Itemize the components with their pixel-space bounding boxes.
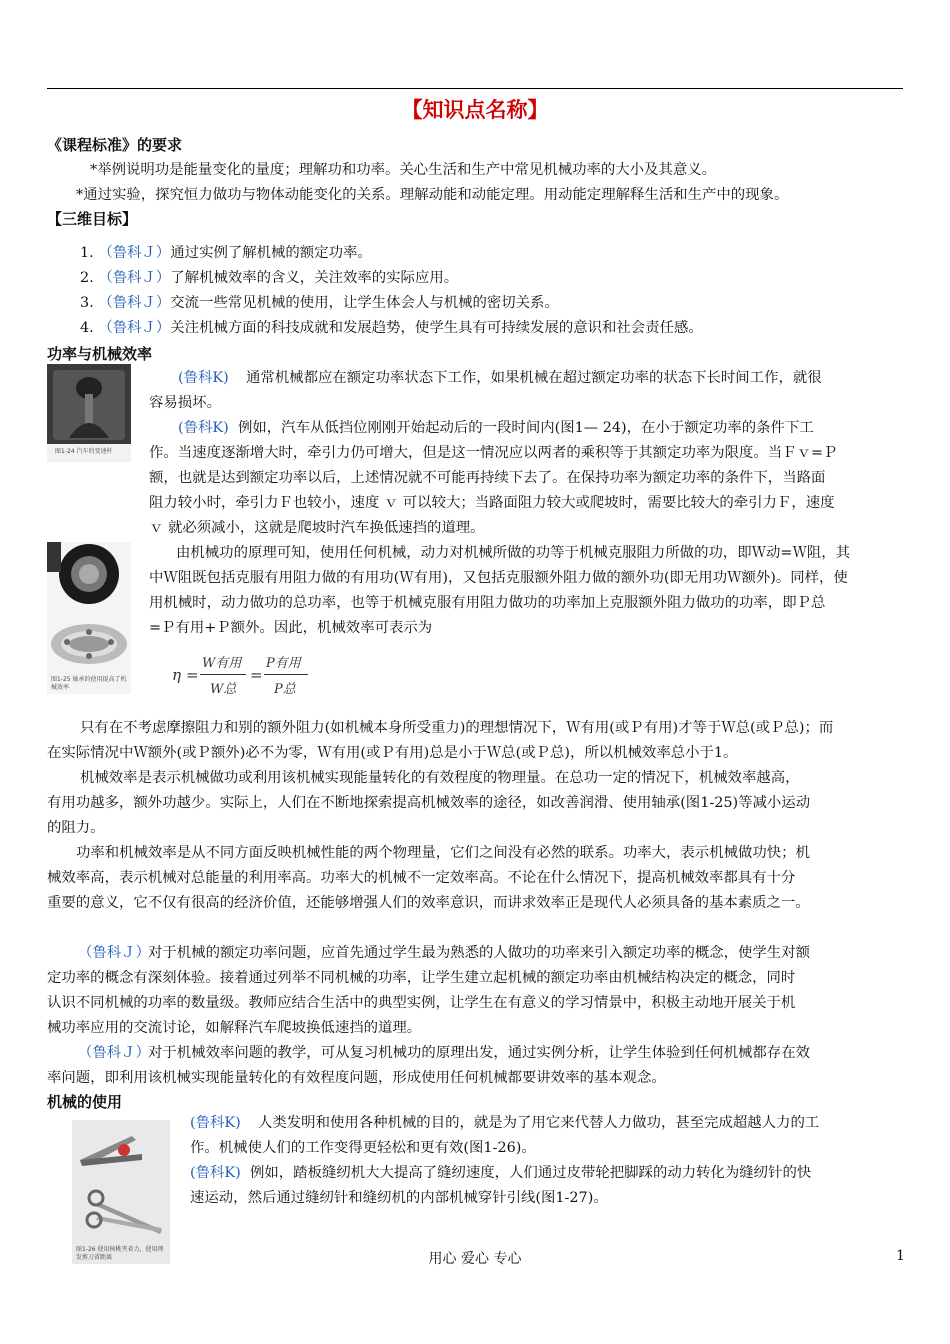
goal-item-2 — [80, 266, 458, 292]
section-heading-power: 功率与机械效率 — [47, 345, 153, 363]
goals-heading: 【三维目标】 — [47, 210, 138, 228]
goal-text: 交流一些常见机械的使用，让学生体会人与机械的密切关系。 — [170, 295, 559, 311]
s1-p5-line-2: 有用功越多，额外功越少。实际上，人们在不断地探索提高机械效率的途径，如改善润滑、使用轴承(图1-25)等减小运动 — [47, 795, 811, 811]
s1-p3-line-2: 中Ｗ阻既包括克服有用阻力做的有用功(Ｗ有用)，又包括克服额外阻力做的额外功(即无用功Ｗ额外)。同样，使 — [149, 570, 848, 586]
nutcracker-scissors-figure — [72, 1120, 170, 1264]
s1-p6-line-3: 重要的意义，它不仅有很高的经济价值，还能够增强人们的效率意识，而讲求效率正是现代人必须具备的基本素质之一。 — [47, 895, 810, 911]
s1-p2-line-2: 作。当速度逐渐增大时，牵引力仍可增大，但是这一情况应以两者的乘积等于其额定功率为限度。当Ｆｖ=Ｐ — [149, 445, 838, 461]
w-total: W总 — [210, 682, 237, 697]
goal-tag: （鲁科Ｊ） — [98, 295, 171, 311]
s2-p1-tag: (鲁科K) — [190, 1115, 241, 1131]
s1-p8-line-1: 对于机械效率问题的教学，可从复习机械功的原理出发，通过实例分析，让学生体验到任何机械都存在效 — [148, 1045, 810, 1061]
s1-p7-tag: （鲁科Ｊ） — [78, 945, 150, 961]
page-number: 1 — [896, 1248, 905, 1264]
s1-p5-line-3: 的阻力。 — [47, 820, 105, 836]
gear-stick-figure — [47, 364, 131, 462]
s1-p7-line-4: 械功率应用的交流讨论，如解释汽车爬坡换低速挡的道理。 — [47, 1020, 422, 1036]
goal-item-1 — [80, 241, 372, 267]
page-title: 【知识点名称】 — [401, 98, 549, 122]
s2-p1-line-1: 人类发明和使用各种机械的目的，就是为了用它来代替人力做功，甚至完成超越人力的工 — [258, 1115, 820, 1131]
goal-text: 了解机械效率的含义，关注效率的实际应用。 — [170, 270, 459, 286]
curriculum-line-1: *举例说明功是能量变化的量度；理解功和功率。关心生活和生产中常见机械功率的大小及其意义。 — [90, 162, 716, 178]
s1-p2-line-3: 额，也就是达到额定功率以后，上述情况就不可能再持续下去了。在保持功率为额定功率的条件下，当路面 — [149, 470, 826, 486]
section-heading-machine-use: 机械的使用 — [47, 1093, 123, 1111]
s1-p8-tag: （鲁科Ｊ） — [78, 1045, 150, 1061]
s1-p2-line-1: 例如，汽车从低挡位刚刚开始起动后的一段时间内(图1— 24)，在小于额定功率的条件下工 — [238, 420, 814, 436]
goal-tag: （鲁科Ｊ） — [98, 245, 171, 261]
s1-p3-line-3: 用机械时，动力做功的总功率，也等于机械克服有用阻力做功的功率加上克服额外阻力做功的功率，即Ｐ总 — [149, 595, 826, 611]
efficiency-formula: η = W有用 W总 = P有用 P总 — [172, 652, 312, 702]
fig-1-26-caption: 图1-26 使用核桃夹省力，使用理发剪刀省距离 — [76, 1246, 164, 1261]
s1-p1-tag: (鲁科K) — [178, 370, 229, 386]
s1-p1-line-2: 容易损坏。 — [149, 395, 221, 411]
top-rule — [47, 88, 903, 89]
goal-tag: （鲁科Ｊ） — [98, 270, 171, 286]
footer-motto: 用心 爱心 专心 — [428, 1251, 522, 1267]
s1-p1-line-1: 通常机械都应在额定功率状态下工作，如果机械在超过额定功率的状态下长时间工作，就很 — [246, 370, 822, 386]
p-useful: P有用 — [266, 656, 301, 671]
s2-p1-line-2: 作。机械使人们的工作变得更轻松和更有效(图1-26)。 — [190, 1140, 536, 1156]
w-useful: W有用 — [202, 656, 242, 671]
goal-tag: （鲁科Ｊ） — [98, 320, 171, 336]
goal-num: 3. — [80, 295, 94, 311]
s1-p4-line-2: 在实际情况中Ｗ额外(或Ｐ额外)必不为零，Ｗ有用(或Ｐ有用)总是小于Ｗ总(或Ｐ总)，所以机械效率总小于1。 — [47, 745, 738, 761]
bearing-image — [47, 542, 131, 672]
goal-item-3 — [80, 291, 559, 317]
goal-text: 关注机械方面的科技成就和发展趋势，使学生具有可持续发展的意识和社会责任感。 — [170, 320, 703, 336]
s1-p7-line-1: 对于机械的额定功率问题，应首先通过学生最为熟悉的人做功的功率来引入额定功率的概念，使学生对额 — [148, 945, 810, 961]
s1-p2-line-5: ｖ 就必须减小，这就是爬坡时汽车换低速挡的道理。 — [149, 520, 485, 536]
s2-p2-tag: (鲁科K) — [190, 1165, 241, 1181]
s1-p3-line-4: =Ｐ有用+Ｐ额外。因此，机械效率可表示为 — [149, 620, 433, 636]
s1-p8-line-2: 率问题，即利用该机械实现能量转化的有效程度问题，形成使用任何机械都要讲效率的基本观念。 — [47, 1070, 666, 1086]
p-total: P总 — [274, 682, 296, 697]
fig-1-24-caption: 图1-24 汽车的变速杆 — [55, 448, 113, 455]
s1-p7-line-2: 定功率的概念有深刻体验。接着通过列举不同机械的功率，让学生建立起机械的额定功率由机械结构决定的概念，同时 — [47, 970, 796, 986]
s1-p6-line-2: 械效率高，表示机械对总能量的利用率高。功率大的机械不一定效率高。不论在什么情况下，提高机械效率都具有十分 — [47, 870, 796, 886]
goal-num: 4. — [80, 320, 94, 336]
goal-text: 通过实例了解机械的额定功率。 — [170, 245, 372, 261]
bearing-figure — [47, 542, 131, 694]
s2-p2-line-1: 例如，踏板缝纫机大大提高了缝纫速度，人们通过皮带轮把脚踩的动力转化为缝纫针的快 — [250, 1165, 812, 1181]
curriculum-line-2: *通过实验，探究恒力做功与物体动能变化的关系。理解动能和动能定理。用动能定理解释生活和生产中的现象。 — [76, 187, 789, 203]
eta-symbol: η — [172, 666, 181, 684]
s1-p2-line-4: 阻力较小时，牵引力Ｆ也较小，速度 ｖ 可以较大；当路面阻力较大或爬坡时，需要比较大的牵引力Ｆ，速度 — [149, 495, 835, 511]
curriculum-heading: 《课程标准》的要求 — [47, 136, 183, 154]
s1-p6-line-1: 功率和机械效率是从不同方面反映机械性能的两个物理量，它们之间没有必然的联系。功率大，表示机械做功快；机 — [76, 845, 810, 861]
s1-p5-line-1: 机械效率是表示机械做功或利用该机械实现能量转化的有效程度的物理量。在总功一定的情况下，机械效率越高， — [80, 770, 800, 786]
s1-p7-line-3: 认识不同机械的功率的数量级。教师应结合生活中的典型实例，让学生在有意义的学习情景中，积极主动地开展关于机 — [47, 995, 796, 1011]
s1-p3-line-1: 由机械功的原理可知，使用任何机械，动力对机械所做的功等于机械克服阻力所做的功，即Ｗ动=Ｗ阻，其 — [176, 545, 851, 561]
goal-num: 1. — [80, 245, 94, 261]
goal-num: 2. — [80, 270, 94, 286]
s2-p2-line-2: 速运动，然后通过缝纫针和缝纫机的内部机械穿针引线(图1-27)。 — [190, 1190, 608, 1206]
s1-p4-line-1: 只有在不考虑摩擦阻力和别的额外阻力(如机械本身所受重力)的理想情况下，Ｗ有用(或Ｐ有用)才等于Ｗ总(或Ｐ总)；而 — [80, 720, 834, 736]
s1-p2-tag: (鲁科K) — [178, 420, 229, 436]
goal-item-4 — [80, 316, 703, 342]
nutcracker-scissors-image — [72, 1120, 170, 1244]
fig-1-25-caption: 图1-25 轴承的使用提高了机械效率 — [51, 676, 127, 691]
gear-stick-image — [47, 364, 131, 444]
